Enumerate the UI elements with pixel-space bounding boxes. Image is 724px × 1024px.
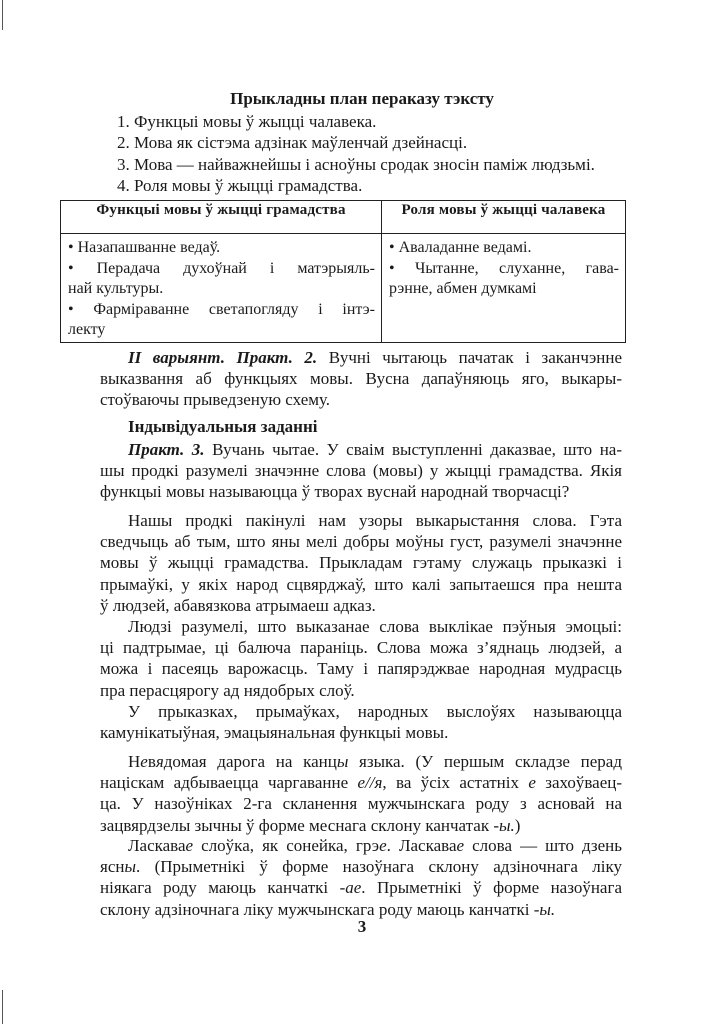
text-line: [100, 680, 622, 701]
text-line: [100, 389, 622, 410]
text-line: [100, 751, 622, 772]
text-line: [100, 347, 622, 368]
plan-list: [117, 111, 595, 197]
paragraph-variant-2: [100, 347, 622, 411]
text-segment: выказвання аб функцыях мовы. Вусна дапаўняюць яго, выкары-: [100, 369, 622, 389]
table-header-person: Роля мовы ў жыцці чалавека: [382, 201, 626, 234]
text-line: [100, 856, 622, 877]
text-line: [100, 552, 622, 573]
emphasis-text: ы: [124, 857, 136, 877]
emphasis-text: е: [379, 836, 387, 855]
text-segment: сведчыць аб тым, што яны мелі добры моўны густ, разумелі значэнне: [100, 532, 622, 552]
text-segment: ў людзей, абавязкова атрымаеш адказ.: [100, 595, 376, 615]
text-line: [389, 279, 619, 300]
text-line: [68, 300, 375, 321]
text-line: [68, 279, 375, 300]
text-line: [100, 510, 622, 531]
text-segment: ца. У назоўніках 2-га скланення мужчынскага роду з асновай на: [100, 794, 622, 814]
text-segment: , ва ўсіх астатніх: [382, 773, 529, 793]
text-segment: ці падтрымае, ці балюча параніць. Слова можа з’яднаць людзей, а: [100, 638, 622, 658]
emphasis-text: -ае: [339, 878, 362, 898]
text-line: [100, 722, 622, 743]
text-segment: домая дарога на канц: [163, 752, 337, 771]
crop-mark-top: [2, 0, 3, 30]
text-segment: . Ласкава: [386, 836, 457, 855]
paragraph-text-2: [100, 616, 622, 701]
text-segment: най культуры.: [68, 280, 164, 297]
text-segment: лекту: [68, 321, 106, 338]
emphasis-text: ы: [336, 752, 349, 771]
text-segment: • Чытанне, слуханне, гава-: [389, 259, 619, 277]
text-segment: слоўка, як сонейка, грэ: [193, 836, 380, 855]
text-line: [100, 877, 622, 898]
emphasis-text: -ы.: [533, 899, 556, 919]
emphasis-text: я: [155, 752, 164, 771]
text-line: [100, 701, 622, 722]
page-number: 3: [357, 917, 367, 936]
text-line: [100, 815, 622, 836]
text-segment: пра перасцярогу ад нядобрых слоў.: [100, 680, 355, 700]
text-segment: рэнне, абмен думкамі: [389, 280, 537, 297]
text-segment: • Фарміраванне светапогляду і інтэ-: [68, 300, 375, 318]
text-line: [100, 574, 622, 595]
emphasis-text: е//я: [357, 773, 383, 793]
functions-table: [60, 200, 626, 343]
crop-mark-bottom: [2, 990, 3, 1024]
text-segment: . (Прыметнікі ў форме назоўнага склону адзіночнага ліку: [135, 857, 622, 877]
text-segment: • Аваладанне ведамі.: [389, 239, 532, 256]
plan-item: 2. Мова як сістэма адзінак маўленчай дзейнасці.: [117, 133, 468, 153]
table-cell-person: [382, 234, 626, 343]
text-segment: Людзі разумелі, што выказанае слова выклікае пэўныя эмоцыі:: [128, 617, 622, 636]
text-segment: мовы ў жыцці грамадства. Прыкладам гэтаму служаць прыказкі і: [100, 553, 622, 573]
text-segment: ): [514, 815, 521, 835]
plan-item: 3. Мова — найважнейшы і асноўны сродак зносін паміж людзьмі.: [117, 154, 595, 174]
text-segment: націскам адбываецца чаргаванне: [100, 773, 358, 793]
emphasis-text: -ы.: [493, 815, 515, 835]
paragraph-prakt-3: [100, 439, 622, 503]
emphasis-text: II варыянт. Практ. 2.: [128, 348, 318, 367]
text-line: [100, 772, 622, 793]
text-segment: Вучань чытае. У сваім выступленні даказвае, што на-: [204, 440, 622, 459]
section-heading: Індывідуальныя заданні: [128, 417, 318, 436]
paragraph-example-2: [100, 835, 622, 920]
paragraph-text-3: [100, 701, 622, 743]
text-segment: ніякага роду маюць канчаткі: [100, 878, 340, 898]
text-segment: • Назапашванне ведаў.: [68, 239, 221, 256]
text-line: [100, 531, 622, 552]
table-cell-society: [61, 234, 382, 343]
text-segment: захоўваец-: [535, 773, 623, 793]
text-line: [100, 793, 622, 814]
paragraph-example-1: [100, 751, 622, 836]
plan-item: 4. Роля мовы ў жыцці грамадства.: [117, 176, 363, 196]
paragraph-text-1: [100, 510, 622, 616]
text-segment: У прыказках, прымаўках, народных выслоўях называюцца: [128, 702, 622, 721]
plan-title: Прыкладны план пераказу тэксту: [230, 89, 494, 108]
text-segment: языка. (У першым складзе перад: [348, 752, 622, 771]
text-segment: • Перадача духоўнай і матэрыяль-: [68, 259, 375, 277]
text-segment: камунікатыўная, эмацыянальная функцыі мовы.: [100, 723, 449, 743]
text-segment: ясн: [100, 857, 125, 877]
text-segment: можа і пасеяць варожасць. Таму і папярэджвае народная мудрасць: [100, 659, 622, 679]
text-line: [100, 595, 622, 616]
text-line: [100, 439, 622, 460]
text-segment: прымаўкі, у якіх народ сцвярджаў, што калі запытаешся пра нешта: [100, 574, 622, 594]
emphasis-text: Практ. 3.: [128, 440, 205, 459]
text-line: [100, 460, 622, 481]
emphasis-text: е: [140, 752, 148, 771]
text-segment: в: [147, 752, 156, 771]
emphasis-text: е: [528, 773, 536, 793]
text-line: [100, 835, 622, 856]
text-segment: шы продкі разумелі значэнне слова (мовы) у жыцці грамадства. Якія: [100, 461, 622, 481]
text-line: [389, 259, 619, 280]
text-segment: Ласкава: [128, 836, 186, 855]
text-line: [100, 481, 622, 502]
text-line: [100, 658, 622, 679]
text-line: [389, 238, 619, 259]
text-segment: функцыі мовы называюцца ў творах вуснай народнай творчасці?: [100, 482, 570, 502]
text-segment: . Прыметнікі ў форме назоўнага: [361, 878, 622, 898]
text-segment: Вучні чытаюць пачатак і заканчэнне: [317, 348, 622, 367]
text-segment: Нашы продкі пакінулі нам узоры выкарыстання слова. Гэта: [128, 511, 622, 530]
text-segment: зацвярдзелы зычны ў форме меснага склону канчатак: [100, 815, 494, 835]
text-line: [100, 616, 622, 637]
table-header-society: Функцыі мовы ў жыцці грамадства: [61, 201, 382, 234]
text-line: [68, 259, 375, 280]
text-segment: стоўваючы прыведзеную схему.: [100, 390, 331, 410]
text-line: [68, 238, 375, 259]
text-line: [100, 368, 622, 389]
text-segment: слова — што дзень: [464, 836, 623, 855]
emphasis-text: е: [185, 836, 194, 855]
plan-item: 1. Функцыі мовы ў жыцці чалавека.: [117, 112, 377, 131]
text-segment: склону адзіночнага ліку мужчынскага роду маюць канчаткі: [100, 899, 534, 919]
text-segment: Н: [128, 752, 141, 771]
text-line: [100, 637, 622, 658]
emphasis-text: е: [456, 836, 465, 855]
text-line: [68, 320, 375, 341]
